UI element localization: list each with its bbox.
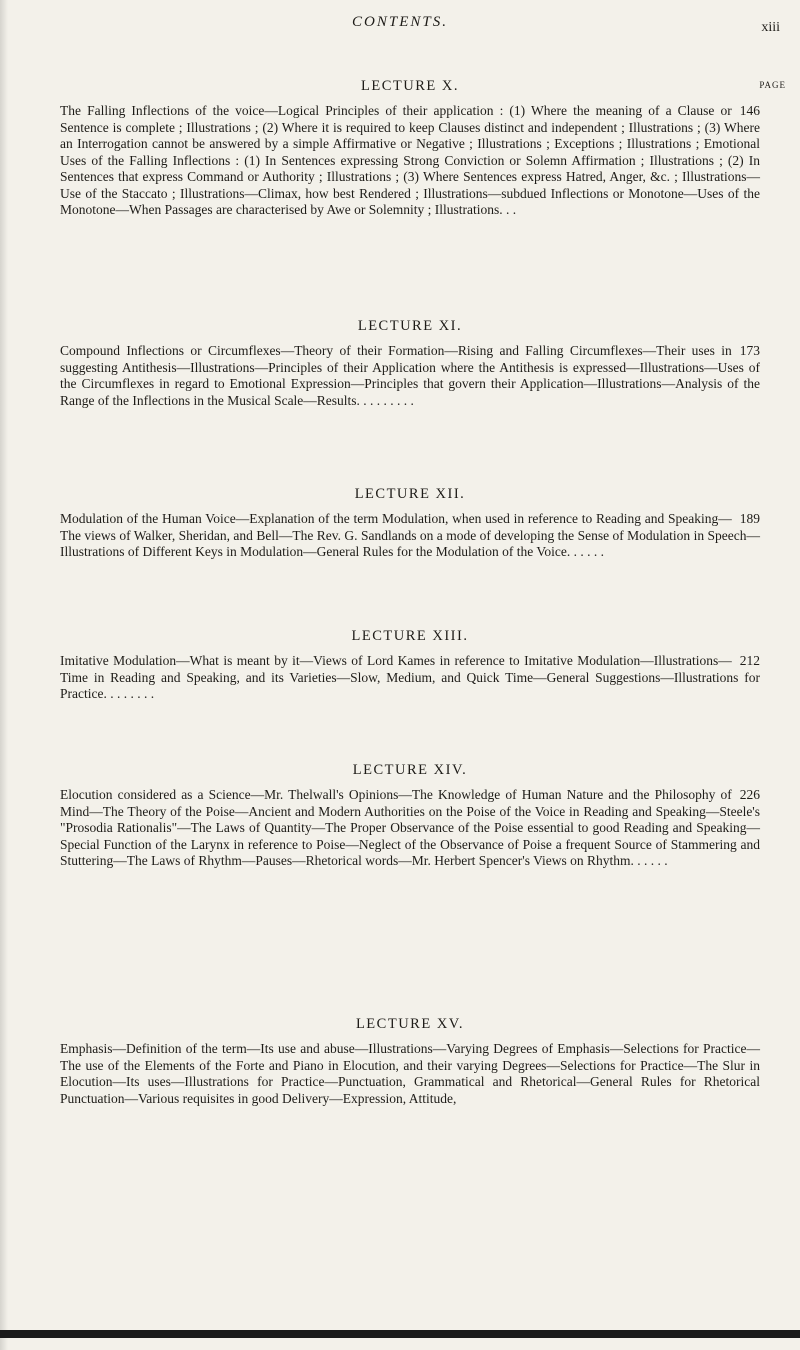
lecture-heading: LECTURE XIII. bbox=[351, 628, 469, 644]
lecture-heading: LECTURE XV. bbox=[355, 1016, 465, 1032]
lecture-text: The Falling Inflections of the voice—Logical Principles of their application : (1) Where the meaning of a Clause or Sentence is complete ; Illustrations ; (2) Where it is required to keep Clauses distinct and independent ; Illustrations ; (3) Where an Interrogation cannot be answered by a simple Affirmative or Negative ; Illustrations ; Exceptions ; Illustrations ; Emotional Uses of the Falling Inflections : (1) In Sentences expressing Strong Conviction or Solemn Affirmation ; Illustrations ; (2) In Sentences that express Command or Authority ; Illustrations ; (3) Where Sentences express Hatred, Anger, &c. ; Illustrations—Use of the Staccato ; Illustrations—Climax, how best Rendered ; Illustrations—subdued Inflections or Monotone—Uses of the Monotone—When Passages are characterised by Awe or Solemnity ; Illustrations. . . bbox=[60, 103, 760, 217]
running-head: CONTENTS. bbox=[352, 14, 448, 30]
page-reference: 226 bbox=[739, 787, 760, 802]
lecture-summary bbox=[60, 787, 760, 870]
scan-border bbox=[0, 1330, 800, 1338]
lecture-text: Modulation of the Human Voice—Explanation of the term Modulation, when used in reference to Reading and Speaking—The views of Walker, Sheridan, and Bell—The Rev. G. Sandlands on a mode of developing the Sense of Modulation in Speech—Illustrations of Different Keys in Modulation—General Rules for the Modulation of the Voice. . . . . . bbox=[60, 511, 760, 559]
lecture-12 bbox=[60, 486, 760, 561]
lecture-heading: LECTURE X. bbox=[361, 78, 459, 94]
page-reference: 146 bbox=[739, 103, 760, 118]
page-reference: 189 bbox=[739, 511, 760, 526]
lecture-10 bbox=[60, 78, 760, 219]
page-reference: 212 bbox=[739, 653, 760, 668]
lecture-15 bbox=[60, 1016, 760, 1107]
page-column-label: PAGE bbox=[759, 80, 786, 90]
lecture-13 bbox=[60, 628, 760, 703]
lecture-summary bbox=[60, 511, 760, 561]
lecture-summary bbox=[60, 1041, 760, 1107]
lecture-summary bbox=[60, 343, 760, 409]
lecture-11 bbox=[60, 318, 760, 409]
lecture-heading: LECTURE XI. bbox=[357, 318, 463, 334]
lecture-text: Imitative Modulation—What is meant by it—Views of Lord Kames in reference to Imitative Modulation—Illustrations—Time in Reading and Speaking, and its Varieties—Slow, Medium, and Quick Time—General Suggestions—Illustrations for Practice. . . . . . . . bbox=[60, 653, 760, 701]
lecture-heading: LECTURE XII. bbox=[354, 486, 466, 502]
page-edge-shadow bbox=[0, 0, 8, 1350]
page-number: xiii bbox=[761, 20, 780, 35]
lecture-text: Emphasis—Definition of the term—Its use and abuse—Illustrations—Varying Degrees of Emphasis—Selections for Practice—The use of the Elements of the Forte and Piano in Elocution, and their varying Degrees—Selections for Practice—The Slur in Elocution—Its uses—Illustrations for Practice—Punctuation, Grammatical and Rhetorical—General Rules for Rhetorical Punctuation—Various requisites in good Delivery—Expression, Attitude, bbox=[60, 1041, 760, 1106]
lecture-text: Elocution considered as a Science—Mr. Thelwall's Opinions—The Knowledge of Human Nature and the Philosophy of Mind—The Theory of the Poise—Ancient and Modern Authorities on the Poise of the Voice in Reading and Speaking—Steele's "Prosodia Rationalis"—The Laws of Quantity—The Proper Observance of the Poise essential to good Reading and Speaking—Special Function of the Larynx in reference to Poise—Neglect of the Observance of Poise a frequent Source of Stammering and Stuttering—The Laws of Rhythm—Pauses—Rhetorical words—Mr. Herbert Spencer's Views on Rhythm. . . . . . bbox=[60, 787, 760, 868]
lecture-summary bbox=[60, 653, 760, 703]
lecture-text: Compound Inflections or Circumflexes—Theory of their Formation—Rising and Falling Circumflexes—Their uses in suggesting Antithesis—Illustrations—Principles of their Application where the Antithesis is expressed—Illustrations—Uses of the Circumflexes in regard to Emotional Expression—Principles that govern their Application—Illustrations—Analysis of the Range of the Inflections in the Musical Scale—Results. . . . . . . . . bbox=[60, 343, 760, 408]
lecture-heading: LECTURE XIV. bbox=[352, 762, 468, 778]
lecture-summary bbox=[60, 103, 760, 219]
page-reference: 173 bbox=[739, 343, 760, 358]
lecture-14 bbox=[60, 762, 760, 870]
